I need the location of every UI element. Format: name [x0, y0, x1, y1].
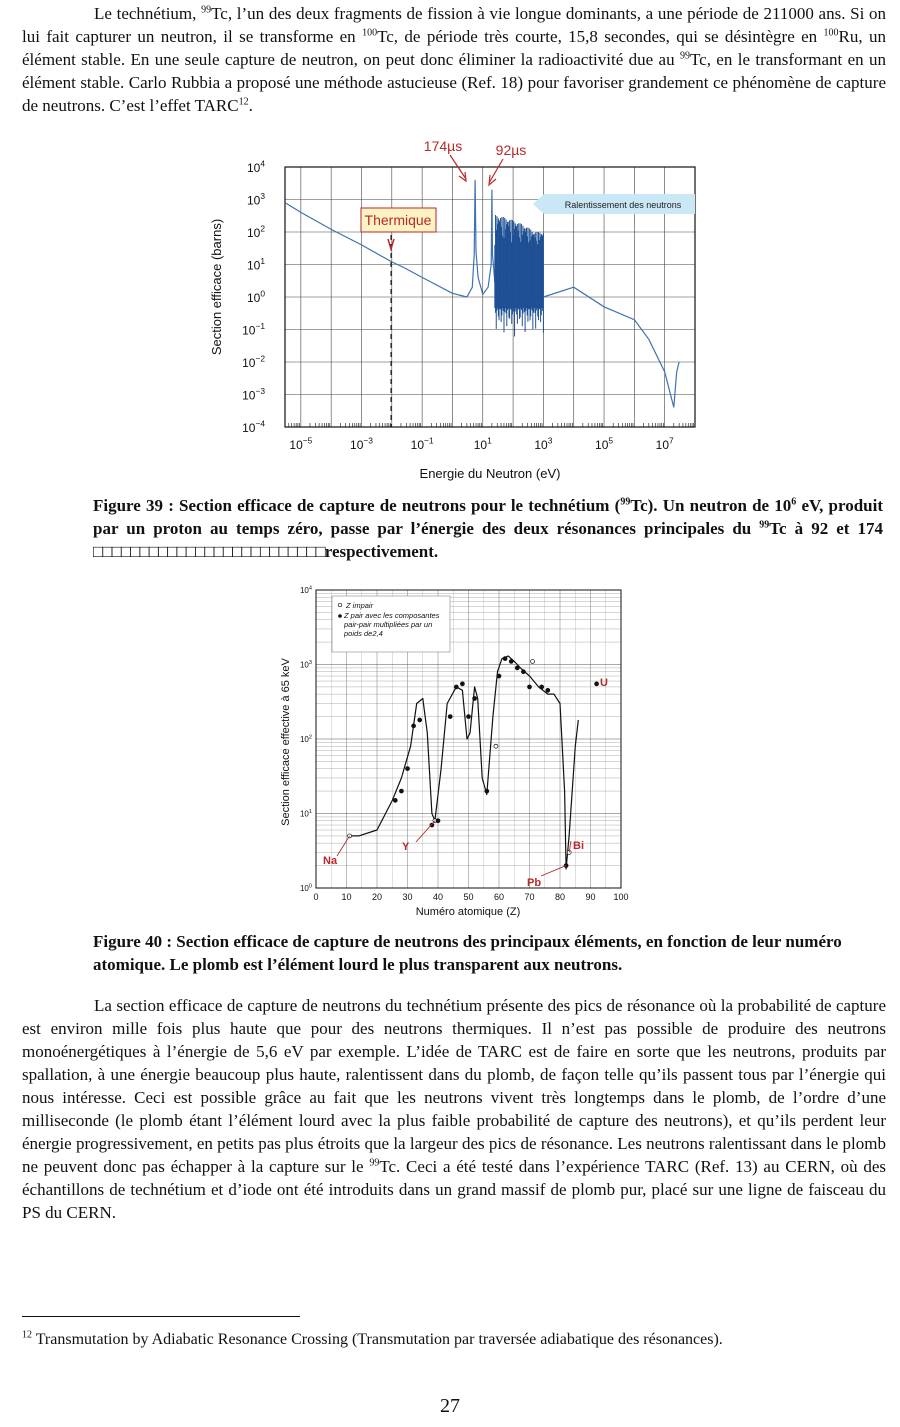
figure-40-point-even — [528, 685, 532, 689]
figure-39-x-tick-label: $10^7$ — [655, 435, 674, 452]
figure-40-trend-curve — [350, 656, 579, 869]
figure-40-point-even — [521, 670, 525, 674]
footnote-rule — [22, 1316, 300, 1317]
figure-40-point-odd — [531, 659, 535, 663]
resonance-92-label: 92µs — [495, 142, 527, 158]
figure-40-x-tick-label: 30 — [402, 892, 413, 902]
figure-39-y-tick-label: $10^{-4}$ — [242, 418, 265, 435]
figure-39-x-tick-label: $10^5$ — [595, 435, 614, 452]
legend-open-marker — [338, 603, 342, 607]
figure-40-x-tick-label: 90 — [585, 892, 596, 902]
figure-40-annotation-u: U — [600, 677, 608, 689]
figure-40-annotation-na: Na — [323, 855, 338, 867]
figure-39-curve — [285, 180, 679, 408]
figure-40-point-even — [497, 674, 501, 678]
legend-z-pair: Z pair avec les composantes pair-pair multipliées par un poids de2,4 — [344, 611, 440, 638]
figure-40-annotations — [323, 677, 608, 889]
figure-40-point-even — [454, 685, 458, 689]
figure-40-x-tick-label: 20 — [371, 892, 383, 902]
figure-40-x-tick-label: 60 — [493, 892, 505, 902]
figure-40-x-tick-label: 70 — [524, 892, 535, 902]
figure-40-y-tick-label: $10^0$ — [299, 883, 312, 893]
figure-40-x-tick-label: 10 — [341, 892, 352, 902]
figure-39-x-tick-label: $10^{-5}$ — [289, 435, 313, 452]
figure-40-annotation-y: Y — [402, 841, 410, 853]
figure-40-annotation-arrow — [337, 836, 350, 856]
figure-40-point-even — [473, 696, 477, 700]
intro-paragraph: Le technétium, $^{99}$Tc, l’un des deux fragments de fission à vie longue dominants, a une période de 211000 ans. Si on lui fait capturer un neutron, il se transforme en $^{100}$Tc, de période très courte, 15,8 secondes, qui se désintègre en $^{100}$Ru, un élément stable. En une seule capture de neutron, on peut donc éliminer la radioactivité due au $^{99}$Tc, en le transformant en un élément stable. Carlo Rubbia a proposé une méthode astucieuse (Ref. 18) pour favoriser grandement ce phénomène de capture de neutrons. C’est l’effet TARC$^{12}$. — [22, 4, 887, 115]
figure-40-x-tick-label: 80 — [554, 892, 566, 902]
figure-40-point-even — [485, 789, 489, 793]
legend-z-pair-wrap — [344, 611, 448, 651]
figure-40-xlabel: Numéro atomique (Z) — [415, 906, 521, 918]
figure-40-point-even — [509, 659, 513, 663]
figure-40-curve — [350, 656, 579, 869]
figure-39-caption: Figure 39 : Section efficace de capture de neutrons pour le technétium ($^{99}$Tc). Un neutron de $10^6$ eV, produit par un proton au temps zéro, passe par l’énergie des deux résonances principales du $^{99}$Tc à 92 et 174 □□□□□□□□□□□□□□□□□□□□□□□□□respectivement. — [93, 496, 883, 561]
thermique-label: Thermique — [364, 212, 432, 228]
figure-39-x-tick-label: $10^{-3}$ — [350, 435, 373, 452]
figure-39-y-tick-label: $10^0$ — [246, 288, 265, 305]
figure-40-ylabel: Section efficace effective à 65 keV — [280, 658, 292, 826]
figure-39-y-tick-label: $10^{-2}$ — [242, 353, 265, 370]
figure-40-point-even — [515, 666, 519, 670]
figure-40-point-even — [460, 682, 464, 686]
figure-40-point-even — [540, 685, 544, 689]
figure-39-y-tick-label: $10^{-3}$ — [242, 386, 265, 403]
figure-39-y-tick-label: $10^{-1}$ — [242, 321, 265, 338]
figure-39-y-tick-label: $10^3$ — [246, 191, 265, 208]
resonance-174-label: 174µs — [423, 138, 463, 154]
ralentissement-label: Ralentissement des neutrons — [564, 200, 682, 210]
figure-40-y-tick-label: $10^4$ — [299, 585, 312, 595]
figure-40-point-odd — [494, 744, 498, 748]
figure-40-annotation-bi: Bi — [573, 840, 584, 852]
figure-40-annotation-arrow — [416, 821, 435, 842]
figure-39-y-tick-label: $10^1$ — [246, 256, 265, 273]
tarc-paragraph: La section efficace de capture de neutrons du technétium présente des pics de résonance où la probabilité de capture est environ mille fois plus haute que pour des neutrons thermiques. Il n’est pas possible de produire des neutrons monoénergétiques à l’énergie de 5,6 eV par exemple. L’idée de TARC est de faire en sorte que les neutrons, produits par spallation, à une énergie beaucoup plus haute, ralentissent dans du plomb, de façon telle qu’ils passent tous par l’énergie qui nous intéresse. Ceci est possible grâce au fait que les neutrons vivent très longtemps dans le plomb, de l’ordre d’une milliseconde (le plomb étant l’élément lourd avec la plus faible probabilité de capture des neutrons), et qu’ils perdent leur énergie progressivement, en petits pas plus étroits que la largeur des pics de résonance. Les neutrons ralentissant dans le plomb ne peuvent donc pas échapper à la capture sur le $^{99}$Tc. Ceci a été testé dans l’expérience TARC (Ref. 13) au CERN, où des échantillons de technétium et d’iode ont été introduits dans un grand massif de plomb pur, placé sur une ligne de faisceau du PS du CERN. — [22, 996, 886, 1222]
figure-39-x-tick-label: $10^3$ — [534, 435, 553, 452]
figure-40-point-even — [503, 657, 507, 661]
figure-40-x-tick-label: 50 — [463, 892, 474, 902]
figure-40-point-even — [418, 718, 422, 722]
figure-39-y-tick-label: $10^4$ — [246, 158, 265, 175]
figure-40-y-tick-label: $10^2$ — [299, 734, 312, 744]
figure-40-point-even — [393, 798, 397, 802]
figure-40-point-even — [448, 715, 452, 719]
figure-40-x-tick-label: 100 — [613, 892, 629, 902]
figure-40-point-even — [436, 819, 440, 823]
figure-40-point-even — [399, 789, 403, 793]
figure-40-point-even — [467, 715, 471, 719]
figure-40-y-tick-label: $10^1$ — [299, 808, 312, 819]
figure-40-y-tick-label: $10^3$ — [299, 659, 312, 670]
legend-filled-marker — [338, 614, 342, 618]
figure-40-chart — [270, 582, 640, 924]
figure-40-point-even — [595, 682, 599, 686]
figure-39-x-tick-label: $10^1$ — [473, 435, 492, 452]
page-number: 27 — [440, 1395, 460, 1417]
figure-39-chart — [195, 135, 725, 485]
figure-40-x-tick-label: 40 — [432, 892, 444, 902]
figure-40-x-tick-label: 0 — [313, 892, 319, 902]
figure-39-series-line — [285, 180, 679, 408]
figure-39-xlabel: Energie du Neutron (eV) — [419, 466, 561, 481]
legend-z-impair: Z impair — [346, 601, 374, 610]
figure-40-caption: Figure 40 : Section efficace de capture de neutrons des principaux éléments, en fonction de leur numéro atomique. Le plomb est l’élément lourd le plus transparent aux neutrons. — [93, 932, 842, 974]
figure-40-point-even — [546, 688, 550, 692]
figure-39-y-tick-label: $10^2$ — [246, 223, 265, 240]
figure-39-ylabel: Section efficace (barns) — [209, 218, 224, 356]
figure-40-point-even — [412, 724, 416, 728]
footnote: $^{12}$ Transmutation by Adiabatic Resonance Crossing (Transmutation par traversée adiabatique des résonances). — [22, 1329, 723, 1348]
figure-40-annotation-pb: Pb — [527, 877, 542, 889]
figure-39-x-tick-label: $10^{-1}$ — [410, 435, 434, 452]
figure-40-point-even — [406, 767, 410, 771]
